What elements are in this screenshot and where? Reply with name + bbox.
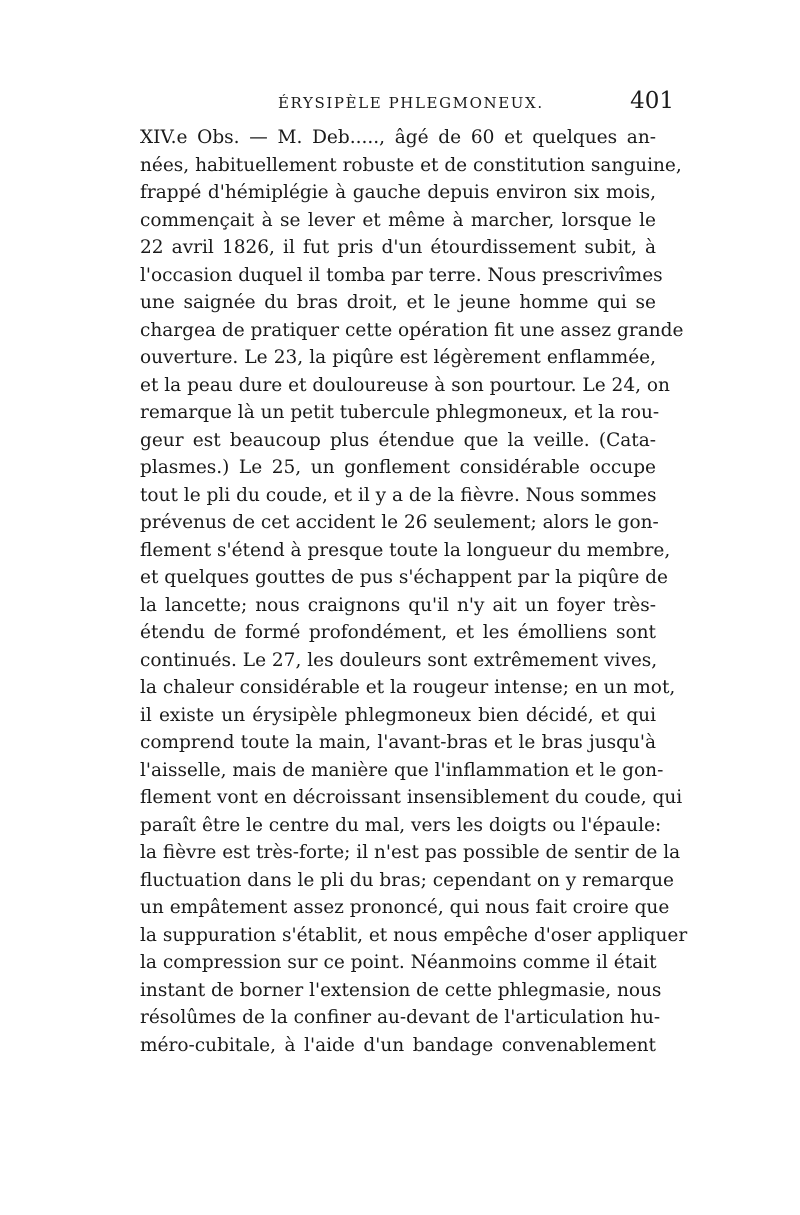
text-line: l'aisselle, mais de manière que l'inflammation et le gon-	[140, 759, 664, 781]
text-line: prévenus de cet accident le 26 seulement; alors le gon-	[140, 512, 659, 533]
text-line: il existe un érysipèle phlegmoneux bien décidé, et qui	[140, 704, 656, 726]
text-line: ouverture. Le 23, la piqûre est légèrement enflammée,	[140, 347, 656, 368]
text-line: flement vont en décroissant insensiblement du coude, qui	[140, 787, 683, 808]
text-line: la suppuration s'établit, et nous empêche d'oser appliquer	[140, 924, 688, 946]
text-line: paraît être le centre du mal, vers les doigts ou l'épaule:	[140, 814, 662, 836]
text-line: 22 avril 1826, il fut pris d'un étourdissement subit, à	[140, 237, 656, 258]
text-line: fluctuation dans le pli du bras; cependant on y remarque	[140, 869, 674, 891]
text-line: continués. Le 27, les douleurs sont extrêmement vives,	[140, 649, 658, 671]
text-line: instant de borner l'extension de cette phlegmasie, nous	[140, 979, 662, 1001]
text-line: une saignée du bras droit, et le jeune homme qui se	[140, 292, 656, 313]
text-line: plasmes.) Le 25, un gonflement considérable occupe	[140, 457, 656, 478]
text-line: commençait à se lever et même à marcher, lorsque le	[140, 209, 656, 231]
text-line: remarque là un petit tubercule phlegmoneux, et la rou-	[140, 402, 660, 423]
text-line: la chaleur considérable et la rougeur intense; en un mot,	[140, 677, 676, 698]
body-text	[140, 124, 688, 1059]
text-line: geur est beaucoup plus étendue que la veille. (Cata-	[140, 429, 656, 451]
text-line: la fièvre est très-forte; il n'est pas possible de sentir de la	[140, 842, 681, 863]
text-line: comprend toute la main, l'avant-bras et le bras jusqu'à	[140, 732, 656, 753]
text-line: l'occasion duquel il tomba par terre. Nous prescrivîmes	[140, 264, 663, 286]
text-line: et la peau dure et douloureuse à son pourtour. Le 24, on	[140, 374, 670, 396]
text-line: la lancette; nous craignons qu'il n'y ait un foyer très-	[140, 594, 656, 616]
text-line: résolûmes de la confiner au-devant de l'articulation hu-	[140, 1007, 661, 1028]
text-line: flement s'étend à presque toute la longueur du membre,	[140, 539, 671, 561]
text-line: la compression sur ce point. Néanmoins comme il était	[140, 952, 657, 973]
running-title: ÉRYSIPÈLE PHLEGMONEUX.	[278, 94, 544, 112]
text-line: XIV.e Obs. — M. Deb....., âgé de 60 et quelques an-	[140, 127, 656, 148]
text-line: méro-cubitale, à l'aide d'un bandage convenablement	[140, 1034, 656, 1056]
text-line: étendu de formé profondément, et les émolliens sont	[140, 622, 656, 643]
text-line: chargea de pratiquer cette opération fit une assez grande	[140, 319, 684, 341]
text-line: frappé d'hémiplégie à gauche depuis environ six mois,	[140, 182, 656, 203]
text-line: tout le pli du coude, et il y a de la fièvre. Nous sommes	[140, 484, 657, 506]
page-number: 401	[630, 88, 674, 114]
text-line: un empâtement assez prononcé, qui nous fait croire que	[140, 897, 670, 918]
text-line: nées, habituellement robuste et de constitution sanguine,	[140, 154, 682, 176]
text-line: et quelques gouttes de pus s'échappent par la piqûre de	[140, 567, 668, 588]
page-header	[140, 88, 676, 124]
